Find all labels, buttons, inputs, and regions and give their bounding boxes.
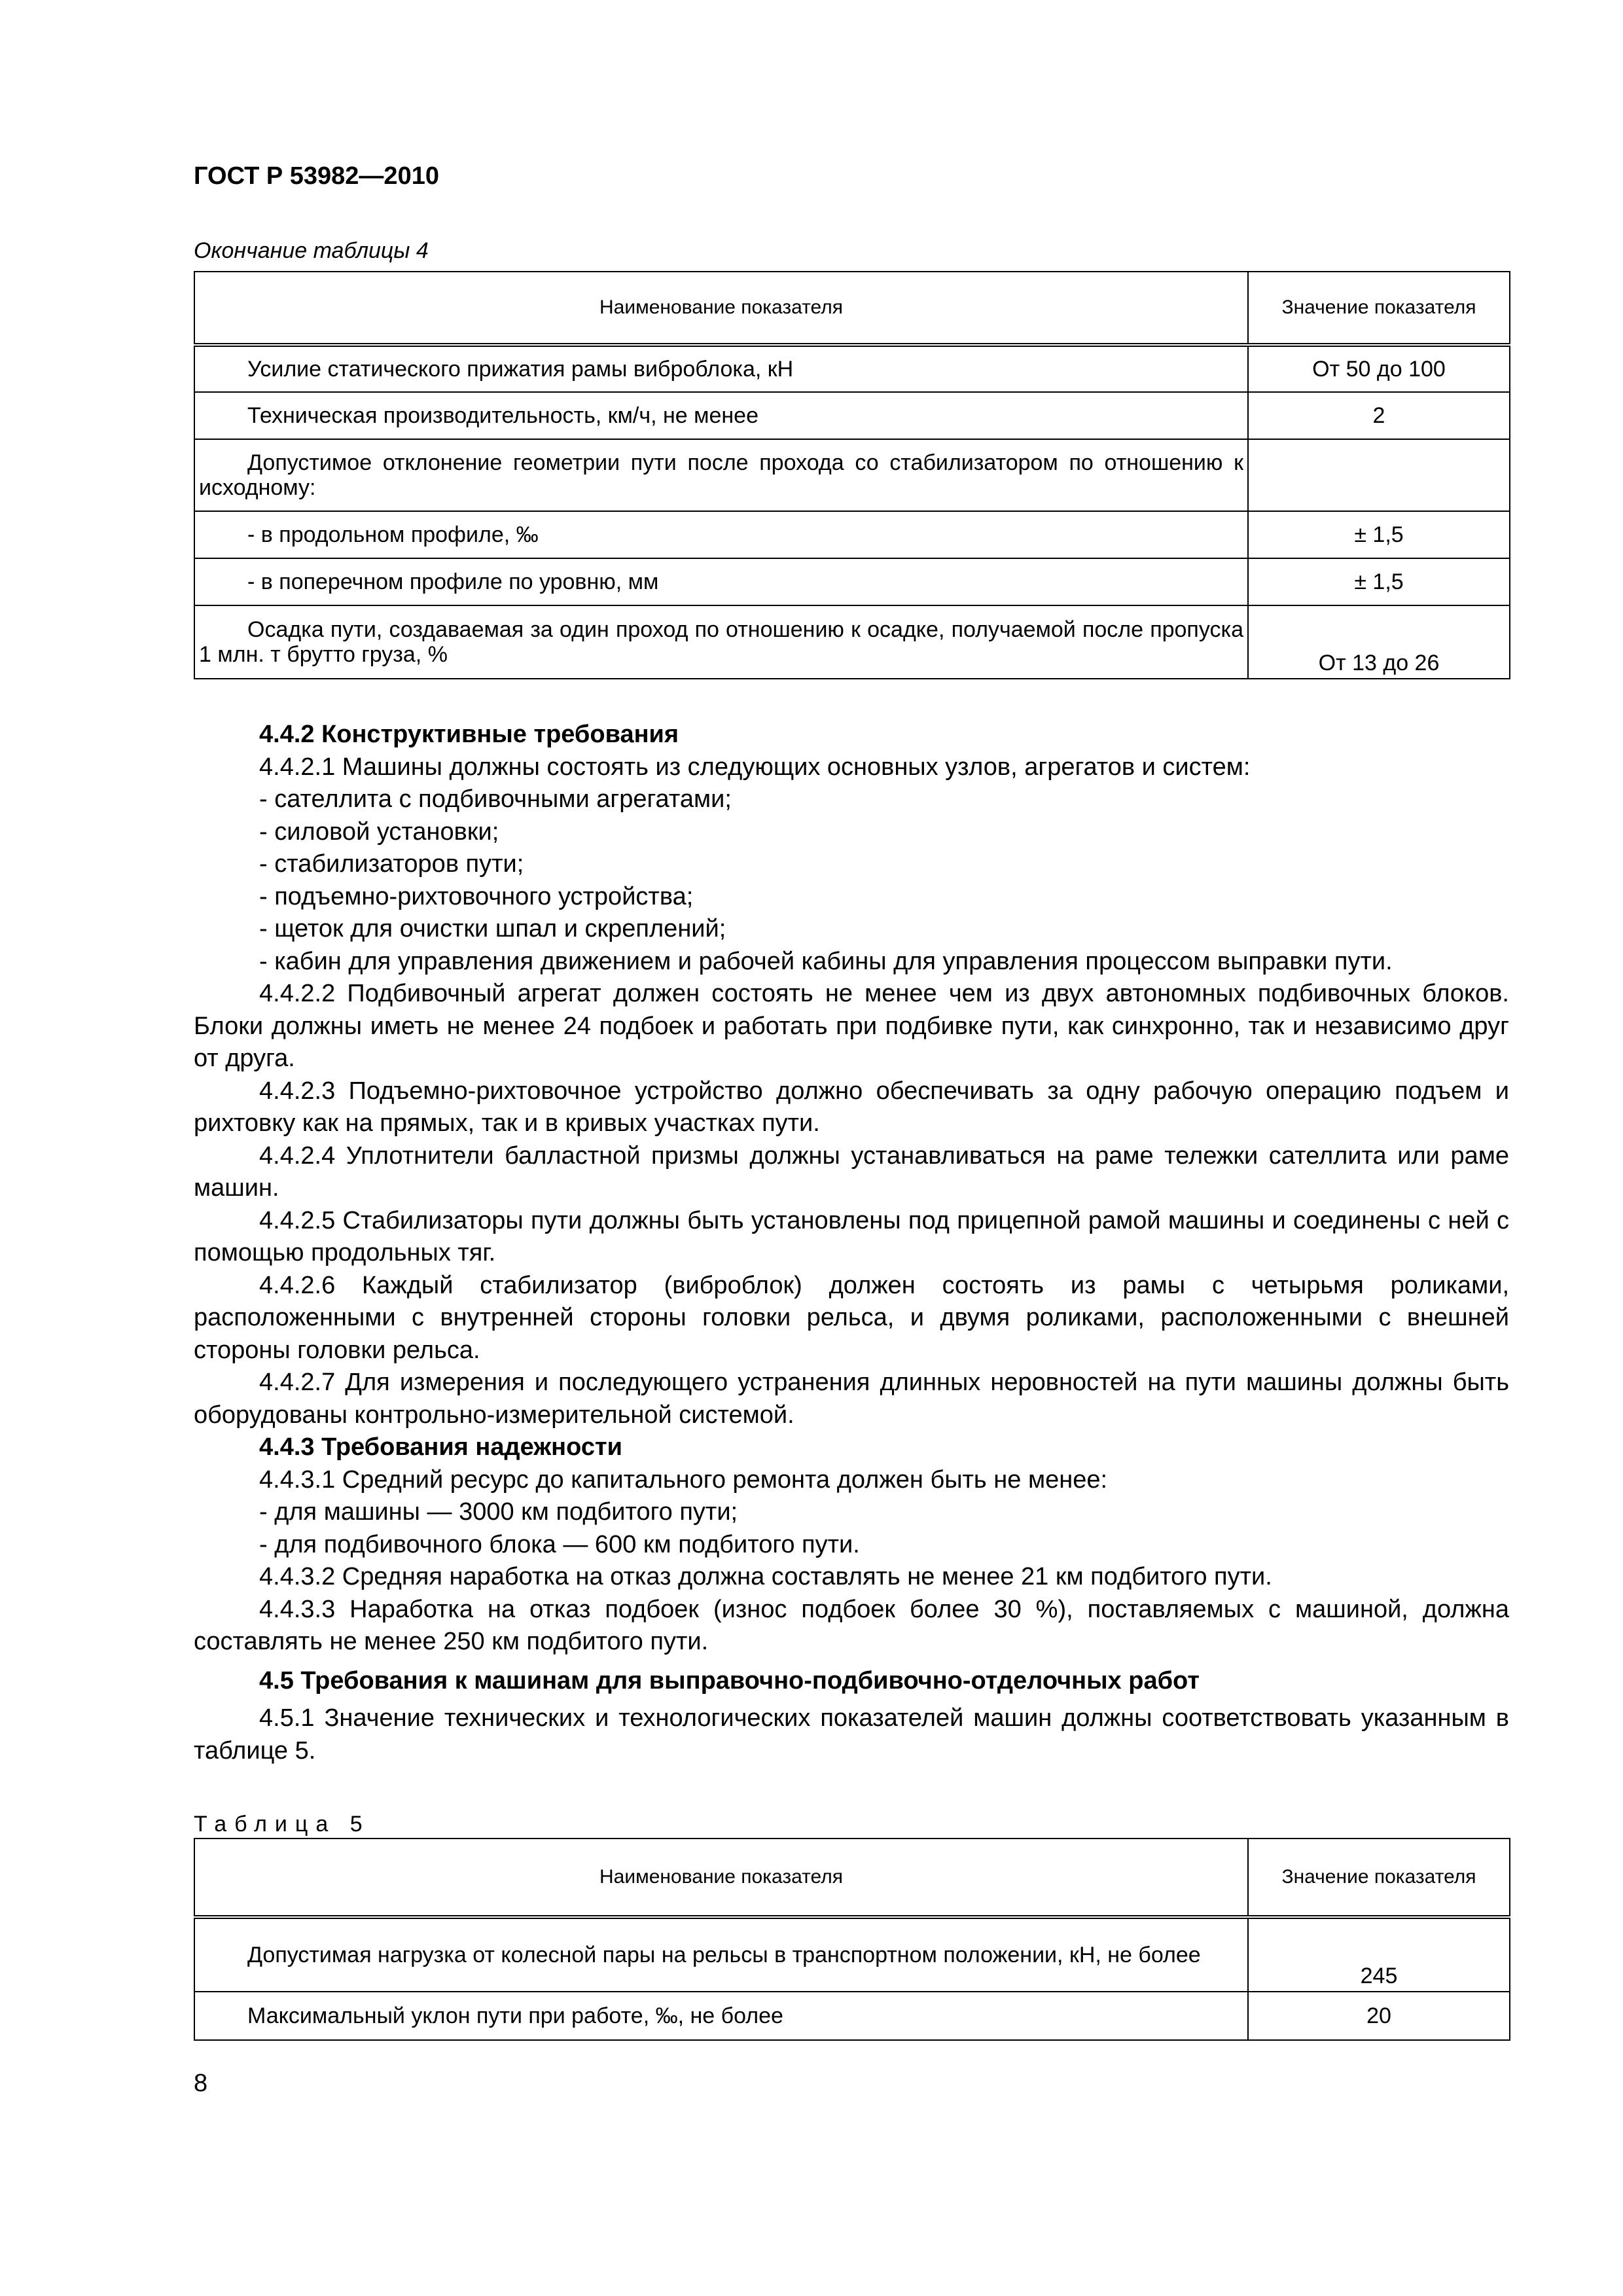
document-body — [194, 719, 1509, 1774]
section-heading: 4.4.2 Конструктивные требования — [259, 721, 679, 748]
table-row — [194, 558, 1510, 605]
row-name: Допустимое отклонение геометрии пути после прохода со стабилизатором по отношению к исходному: — [194, 439, 1248, 511]
row-name: - в поперечном профиле по уровню, мм — [194, 558, 1248, 605]
row-name: Техническая производительность, км/ч, не менее — [194, 392, 1248, 439]
document-header: ГОСТ Р 53982—2010 — [194, 162, 439, 190]
row-name: Максимальный уклон пути при работе, ‰, не более — [194, 1992, 1248, 2040]
table-row — [194, 439, 1510, 511]
row-name: Усилие статического прижатия рамы виброблока, кН — [194, 345, 1248, 392]
row-name: - в продольном профиле, ‰ — [194, 511, 1248, 558]
list-item: - стабилизаторов пути; — [259, 850, 524, 878]
list-item: - для машины — 3000 км подбитого пути; — [259, 1498, 738, 1526]
column-header-name: Наименование показателя — [194, 272, 1248, 345]
paragraph: 4.4.2.7 Для измерения и последующего устранения длинных неровностей на пути машины должны быть оборудованы контрольно-измерительной системой. — [194, 1369, 1509, 1429]
table-row — [194, 605, 1510, 679]
row-value: 20 — [1248, 1992, 1510, 2040]
paragraph: 4.4.3.3 Наработка на отказ подбоек (износ подбоек более 30 %), поставляемых с машиной, должна составлять не менее 250 км подбитого пути. — [194, 1595, 1509, 1655]
table-4-caption: Окончание таблицы 4 — [194, 238, 429, 263]
table-row — [194, 1992, 1510, 2040]
table-row — [194, 392, 1510, 439]
table-header-row — [194, 1839, 1510, 1917]
column-header-name: Наименование показателя — [194, 1839, 1248, 1917]
row-value: ± 1,5 — [1248, 511, 1510, 558]
paragraph: 4.4.2.2 Подбивочный агрегат должен состоять не менее чем из двух автономных подбивочных блоков. Блоки должны иметь не менее 24 подбоек и работать при подбивке пути, как синхронно, так и независимо друг от друга. — [194, 980, 1509, 1072]
table-header-row — [194, 272, 1510, 345]
list-item: - сателлита с подбивочными агрегатами; — [259, 785, 732, 813]
table-row — [194, 1917, 1510, 1992]
list-item: - кабин для управления движением и рабочей кабины для управления процессом выправки пути. — [259, 947, 1393, 975]
list-item: - подъемно-рихтовочного устройства; — [259, 882, 694, 910]
row-value — [1248, 439, 1510, 511]
row-value: От 13 до 26 — [1248, 605, 1510, 679]
paragraph: 4.4.3.1 Средний ресурс до капитального ремонта должен быть не менее: — [259, 1465, 1108, 1494]
section-heading: 4.5 Требования к машинам для выправочно-подбивочно-отделочных работ — [259, 1666, 1200, 1695]
table-4 — [194, 271, 1510, 679]
column-header-value: Значение показателя — [1248, 1839, 1510, 1917]
row-name: Допустимая нагрузка от колесной пары на рельсы в транспортном положении, кН, не более — [194, 1917, 1248, 1992]
paragraph: 4.4.2.4 Уплотнители балластной призмы должны устанавливаться на раме тележки сателлита или раме машин. — [194, 1141, 1509, 1202]
row-value: ± 1,5 — [1248, 558, 1510, 605]
row-value: 2 — [1248, 392, 1510, 439]
list-item: - для подбивочного блока — 600 км подбитого пути. — [259, 1530, 860, 1558]
table-row — [194, 345, 1510, 392]
row-value: 245 — [1248, 1917, 1510, 1992]
paragraph: 4.4.2.6 Каждый стабилизатор (виброблок) должен состоять из рамы с четырьмя роликами, расположенными с внутренней стороны головки рельса, и двумя роликами, расположенными с внешней стороны головки рельса. — [194, 1271, 1509, 1364]
section-heading: 4.4.3 Требования надежности — [259, 1433, 622, 1461]
table-row — [194, 511, 1510, 558]
list-item: - силовой установки; — [259, 817, 499, 846]
table-5 — [194, 1838, 1510, 2041]
paragraph: 4.4.3.2 Средняя наработка на отказ должна составлять не менее 21 км подбитого пути. — [259, 1563, 1272, 1590]
paragraph: 4.4.2.1 Машины должны состоять из следующих основных узлов, агрегатов и систем: — [259, 753, 1251, 781]
paragraph: 4.5.1 Значение технических и технологических показателей машин должны соответствовать указанным в таблице 5. — [194, 1704, 1509, 1765]
list-item: - щеток для очистки шпал и скреплений; — [259, 915, 726, 942]
paragraph: 4.4.2.3 Подъемно-рихтовочное устройство должно обеспечивать за одну рабочую операцию подъем и рихтовку как на прямых, так и в кривых участках пути. — [194, 1077, 1509, 1137]
row-value: От 50 до 100 — [1248, 345, 1510, 392]
row-name: Осадка пути, создаваемая за один проход по отношению к осадке, получаемой после пропуска 1 млн. т брутто груза, % — [194, 605, 1248, 679]
table-5-caption: Таблица 5 — [194, 1812, 370, 1837]
column-header-value: Значение показателя — [1248, 272, 1510, 345]
page-number: 8 — [194, 2070, 208, 2097]
paragraph: 4.4.2.5 Стабилизаторы пути должны быть установлены под прицепной рамой машины и соединены с ней с помощью продольных тяг. — [194, 1206, 1509, 1266]
